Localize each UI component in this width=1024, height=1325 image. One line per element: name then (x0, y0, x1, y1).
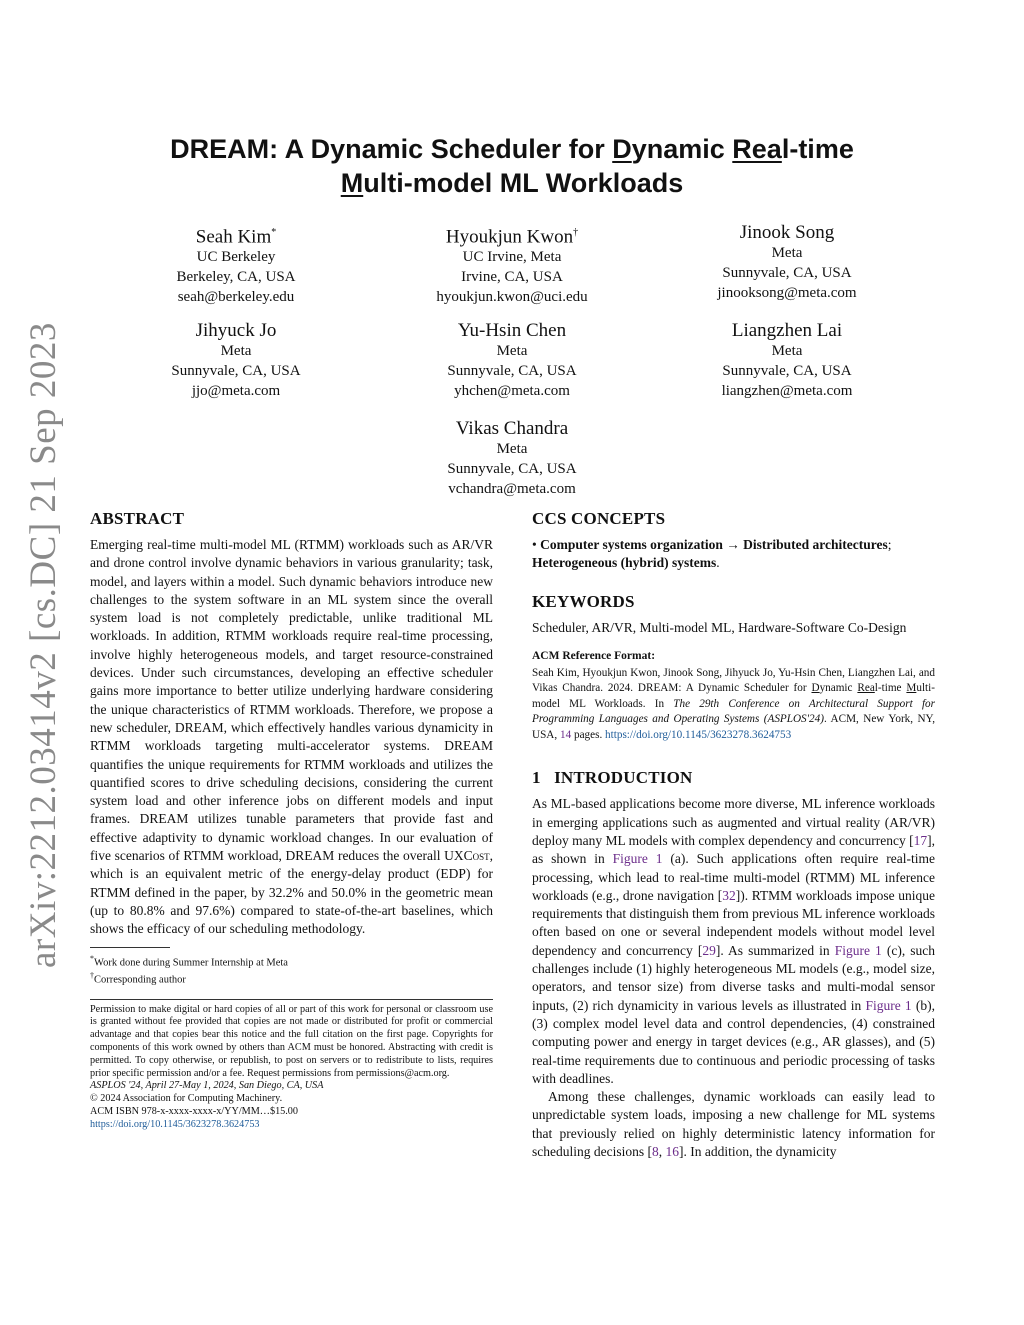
author-affiliation: Meta (496, 343, 528, 359)
footnote-divider (90, 947, 170, 948)
citation-link[interactable]: 17 (913, 832, 928, 848)
title-part: ynamic (631, 134, 733, 164)
acm-reference-heading: ACM Reference Format: (532, 649, 656, 662)
author-location: Sunnyvale, CA, USA (171, 363, 301, 379)
conference-venue: ASPLOS '24, April 27-May 1, 2024, San Diego, CA, USA (90, 1080, 324, 1092)
left-column (90, 508, 493, 1132)
figure-link[interactable]: Figure 1 (612, 851, 663, 867)
title-underlined-letters: Rea (732, 134, 782, 164)
author-name: Hyoukjun Kwon† (445, 226, 579, 248)
ccs-concepts: • Computer systems organization → Distributed architectures; Heterogeneous (hybrid) systems. (532, 537, 892, 571)
abstract-text: Emerging real-time multi-model ML (RTMM) workloads such as AR/VR and drone control involve dynamic behaviors in various granularity; task, model, and layers within a model. Such dynamic behaviors introduce new challenges to the system software in an ML system since the overall system load is not completely predictable, unlike traditional ML workloads. In addition, RTMM workloads require real-time processing, involve highly heterogeneous models, and target resource-constrained devices. Under such circumstances, developing an effective scheduler gains more importance to better utilize underlying hardware considering the unique characteristics of RTMM workloads. Therefore, we propose a new scheduler, DREAM, which effectively handles various dynamicity in RTMM workloads targeting multi-accelerator systems. DREAM quantifies the unique requirements for RTMM workloads and utilizes the quantified scores to drive scheduling decisions, considering the current system load and other inference jobs on different models and input frames. DREAM utilizes tunable parameters that provide fast and effective adaptivity to dynamic workload changes. In our evaluation of five scenarios of RTMM workload, DREAM reduces the overall UXCost, which is an equivalent metric of the energy-delay product (EDP) for RTMM defined in the paper, by 32.2% and 50.0% in the geometric mean (up to 80.8% and 97.6%) compared to state-of-the-art baselines, which shows the efficacy of our scheduling methodology. (90, 537, 493, 937)
author-block (106, 319, 366, 401)
author-affiliation: Meta (771, 343, 803, 359)
title-underlined-letter: D (612, 134, 632, 164)
figure-link[interactable]: Figure 1 (865, 997, 912, 1013)
author-block (382, 319, 642, 401)
author-block (382, 417, 642, 499)
reference-doi-link[interactable]: https://doi.org/10.1145/3623278.3624753 (605, 728, 792, 741)
author-location: Sunnyvale, CA, USA (722, 363, 852, 379)
author-email: jinooksong@meta.com (717, 285, 857, 301)
citation-link[interactable]: 16 (665, 1144, 679, 1160)
author-name: Jinook Song (739, 222, 835, 243)
isbn-line: ACM ISBN 978-x-xxxx-xxxx-x/YY/MM…$15.00 (90, 1105, 298, 1117)
doi-link[interactable]: https://doi.org/10.1145/3623278.3624753 (90, 1118, 260, 1130)
intro-heading: 1 INTRODUCTION (532, 768, 693, 788)
keywords-heading: KEYWORDS (532, 591, 635, 611)
author-name: Jihyuck Jo (195, 320, 277, 341)
author-affiliation: Meta (496, 441, 528, 457)
title-part: DREAM: A Dynamic Scheduler for (170, 134, 613, 164)
footnote-2: †Corresponding author (90, 971, 186, 986)
intro-paragraph-2: Among these challenges, dynamic workloads can easily lead to unpredictable system loads, imposing a new challenge for ML systems that previously relied on highly deterministic latency information for scheduling decisions [8, 16]. In addition, the dynamicity (532, 1089, 935, 1160)
arxiv-identifier-stamp: arXiv:2212.03414v2 [cs.DC] 21 Sep 2023 (23, 322, 64, 968)
permission-divider (90, 999, 493, 1000)
permission-notice: Permission to make digital or hard copies of all or part of this work for personal or classroom use is granted without fee provided that copies are not made or distributed for profit or commercial advantage and that copies bear this notice and the full citation on the first page. Copyrights for components of this work owned by others than ACM must be honored. Abstracting with credit is permitted. To copy otherwise, or republish, to post on servers or to redistribute to lists, requires prior specific permission and/or a fee. Request permissions from permissions@acm.org. (90, 1003, 493, 1079)
footnote-1: *Work done during Summer Internship at Meta (90, 953, 288, 969)
pages-link[interactable]: 14 (559, 728, 572, 741)
intro-paragraph-1: As ML-based applications become more diverse, ML inference workloads in emerging applications such as augmented and virtual reality (AR/VR) deploy many ML models with complex dependency and concurrency [17], as shown in Figure 1 (a). Such applications often require real-time processing, which lead to real-time multi-model (RTMM) ML inference workloads (e.g., drone navigation [32]). RTMM workloads impose unique requirements that distinguish them from previous ML inference workloads often based on one or several independent models without model level dependency and concurrency [29]. As summarized in Figure 1 (c), such challenges include (1) highly heterogeneous ML models (e.g., model size, operators, and tensor size) from diverse tasks and multi-modal sensor inputs, (2) rich dynamicity in various levels as illustrated in Figure 1 (b), (3) complex model level data and control dependencies, (4) constrained computing power and energy in target devices (e.g., AR glasses), and (5) real-time requirements due to continuous and periodic processing of tasks with deadlines. (532, 796, 936, 1086)
uxcost-smallcaps: Cost (463, 848, 490, 864)
title-underlined-letter: M (340, 168, 364, 198)
title-part: l-time (781, 134, 854, 164)
citation-link[interactable]: 32 (722, 887, 736, 903)
author-block (106, 221, 366, 307)
author-name: Yu-Hsin Chen (457, 320, 567, 341)
author-block (657, 221, 917, 303)
author-email: seah@berkeley.edu (177, 289, 295, 306)
author-email: liangzhen@meta.com (721, 383, 853, 399)
author-affiliation: Meta (220, 343, 252, 359)
author-affiliation: Meta (771, 245, 803, 261)
figure-link[interactable]: Figure 1 (834, 942, 882, 958)
author-name: Vikas Chandra (455, 418, 569, 439)
citation-link[interactable]: 29 (702, 942, 716, 958)
author-email: hyoukjun.kwon@uci.edu (436, 289, 588, 306)
ccs-heading: CCS CONCEPTS (532, 509, 666, 528)
paper-title (90, 132, 934, 200)
author-location: Sunnyvale, CA, USA (722, 265, 852, 281)
author-block (657, 319, 917, 401)
title-part: ulti-model ML Workloads (363, 168, 684, 198)
author-affiliation: UC Berkeley (196, 249, 276, 266)
author-mark: * (271, 227, 277, 238)
author-block (382, 221, 642, 307)
abstract-heading: ABSTRACT (90, 509, 185, 528)
right-column (532, 508, 935, 1161)
author-email: vchandra@meta.com (448, 481, 576, 497)
author-location: Irvine, CA, USA (461, 269, 563, 286)
author-mark: † (573, 227, 579, 238)
acm-reference-text: Seah Kim, Hyoukjun Kwon, Jinook Song, Jihyuck Jo, Yu-Hsin Chen, Liangzhen Lai, and Vikas Chandra. 2024. DREAM: A Dynamic Scheduler for Dynamic Real-time Multi-model ML Workloads. In The 29th Conference on Architectural Support for Programming Languages and Operating Systems (ASPLOS'24). ACM, New York, NY, USA, 14 pages. https://doi.org/10.1145/3623278.3624753 (532, 666, 936, 741)
author-location: Sunnyvale, CA, USA (447, 363, 577, 379)
author-location: Berkeley, CA, USA (176, 269, 296, 286)
author-email: jjo@meta.com (191, 383, 281, 399)
copyright-line: © 2024 Association for Computing Machinery. (90, 1093, 283, 1105)
author-email: yhchen@meta.com (454, 383, 570, 399)
author-location: Sunnyvale, CA, USA (447, 461, 577, 477)
author-name: Liangzhen Lai (731, 320, 843, 341)
author-name: Seah Kim* (195, 226, 277, 248)
citation-link[interactable]: 8 (651, 1144, 659, 1160)
author-affiliation: UC Irvine, Meta (462, 249, 562, 266)
keywords-text: Scheduler, AR/VR, Multi-model ML, Hardware-Software Co-Design (532, 619, 907, 635)
